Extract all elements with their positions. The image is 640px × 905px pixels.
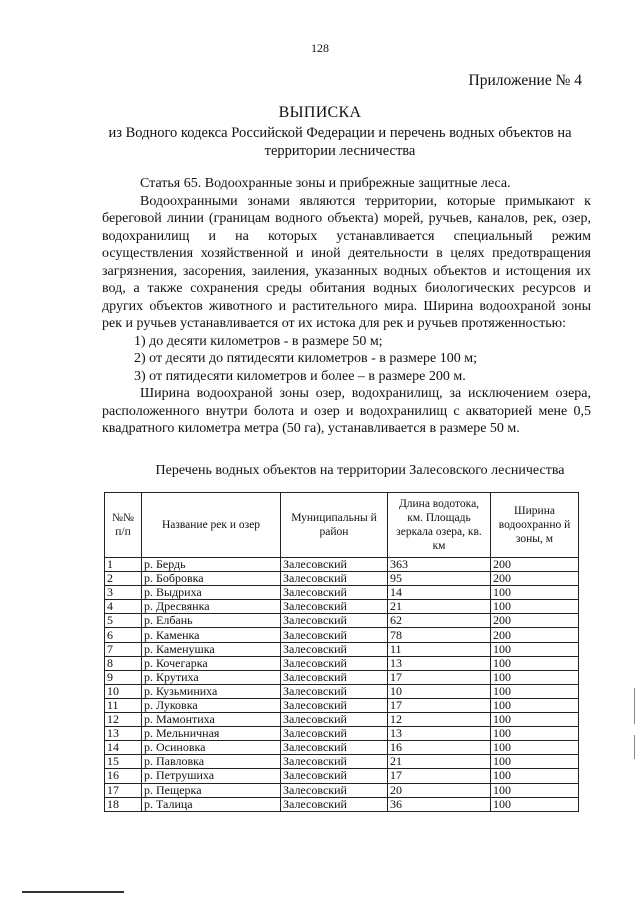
table-body	[105, 558, 579, 812]
header-length: Длина водотока, км. Площадь зеркала озера, кв. км	[388, 493, 491, 558]
cell-number: 10	[105, 684, 142, 698]
cell-length: 20	[388, 783, 491, 797]
cell-name: р. Бобровка	[142, 572, 281, 586]
cell-district: Залесовский	[281, 797, 388, 811]
table-header-row	[105, 493, 579, 558]
cell-width: 100	[491, 755, 579, 769]
cell-number: 9	[105, 670, 142, 684]
cell-width: 100	[491, 727, 579, 741]
cell-length: 36	[388, 797, 491, 811]
table-row	[105, 698, 579, 712]
cell-length: 21	[388, 600, 491, 614]
cell-district: Залесовский	[281, 769, 388, 783]
water-objects-table	[104, 492, 579, 812]
table-row	[105, 684, 579, 698]
cell-width: 200	[491, 572, 579, 586]
table-row	[105, 600, 579, 614]
cell-length: 13	[388, 727, 491, 741]
cell-number: 17	[105, 783, 142, 797]
cell-number: 4	[105, 600, 142, 614]
cell-number: 18	[105, 797, 142, 811]
cell-district: Залесовский	[281, 572, 388, 586]
cell-width: 100	[491, 642, 579, 656]
cell-district: Залесовский	[281, 628, 388, 642]
table-row	[105, 769, 579, 783]
cell-length: 62	[388, 614, 491, 628]
table-row	[105, 783, 579, 797]
cell-width: 200	[491, 558, 579, 572]
cell-length: 363	[388, 558, 491, 572]
cell-name: р. Кузьминиха	[142, 684, 281, 698]
list-item: 2) от десяти до пятидесяти километров - в размере 100 м;	[134, 351, 477, 366]
cell-number: 6	[105, 628, 142, 642]
cell-district: Залесовский	[281, 698, 388, 712]
table-row	[105, 727, 579, 741]
cell-width: 100	[491, 684, 579, 698]
cell-length: 78	[388, 628, 491, 642]
cell-length: 17	[388, 769, 491, 783]
cell-name: р. Петрушиха	[142, 769, 281, 783]
cell-number: 7	[105, 642, 142, 656]
cell-width: 200	[491, 628, 579, 642]
header-number: №№ п/п	[105, 493, 142, 558]
cell-length: 11	[388, 642, 491, 656]
list-item: 1) до десяти километров - в размере 50 м;	[134, 333, 383, 349]
cell-district: Залесовский	[281, 656, 388, 670]
cell-number: 13	[105, 727, 142, 741]
cell-name: р. Пещерка	[142, 783, 281, 797]
cell-width: 100	[491, 656, 579, 670]
cell-length: 13	[388, 656, 491, 670]
scan-edge-mark	[634, 735, 635, 759]
cell-width: 100	[491, 586, 579, 600]
cell-length: 14	[388, 586, 491, 600]
cell-name: р. Кочегарка	[142, 656, 281, 670]
cell-name: р. Бердь	[142, 558, 281, 572]
cell-number: 2	[105, 572, 142, 586]
article-text	[102, 175, 591, 438]
cell-name: р. Луковка	[142, 698, 281, 712]
cell-district: Залесовский	[281, 558, 388, 572]
cell-width: 100	[491, 783, 579, 797]
cell-district: Залесовский	[281, 586, 388, 600]
appendix-label: Приложение № 4	[468, 72, 582, 89]
cell-name: р. Елбань	[142, 614, 281, 628]
table-row	[105, 586, 579, 600]
bottom-rule	[22, 891, 124, 893]
cell-district: Залесовский	[281, 727, 388, 741]
cell-length: 16	[388, 741, 491, 755]
cell-name: р. Каменка	[142, 628, 281, 642]
cell-width: 200	[491, 614, 579, 628]
cell-name: р. Осиновка	[142, 741, 281, 755]
cell-width: 100	[491, 698, 579, 712]
cell-width: 100	[491, 769, 579, 783]
scan-edge-mark	[634, 688, 635, 724]
cell-district: Залесовский	[281, 713, 388, 727]
cell-width: 100	[491, 670, 579, 684]
table-row	[105, 713, 579, 727]
cell-number: 11	[105, 698, 142, 712]
cell-width: 100	[491, 600, 579, 614]
article-heading: Статья 65. Водоохранные зоны и прибрежные защитные леса.	[140, 176, 511, 191]
paragraph-lakes: Ширина водоохраной зоны озер, водохранилищ, за исключением озера, расположенного внутри болота и озер и водохранилищ с акваторией мене 0,5 квадратного километра метра (50 га), устанавливается в размере 50 м.	[102, 386, 591, 436]
cell-width: 100	[491, 797, 579, 811]
cell-length: 21	[388, 755, 491, 769]
cell-number: 12	[105, 713, 142, 727]
table-row	[105, 642, 579, 656]
cell-number: 15	[105, 755, 142, 769]
header-width: Ширина водоохранно й зоны, м	[491, 493, 579, 558]
cell-district: Залесовский	[281, 783, 388, 797]
cell-district: Залесовский	[281, 614, 388, 628]
table-row	[105, 558, 579, 572]
cell-width: 100	[491, 713, 579, 727]
cell-name: р. Мельничная	[142, 727, 281, 741]
cell-name: р. Талица	[142, 797, 281, 811]
table-row	[105, 755, 579, 769]
cell-district: Залесовский	[281, 670, 388, 684]
cell-name: р. Крутиха	[142, 670, 281, 684]
header-district: Муниципальны й район	[281, 493, 388, 558]
table-row	[105, 572, 579, 586]
table-title: Перечень водных объектов на территории Залесовского лесничества	[155, 463, 565, 478]
cell-length: 95	[388, 572, 491, 586]
document-title: ВЫПИСКА	[278, 104, 362, 121]
cell-length: 17	[388, 670, 491, 684]
cell-district: Залесовский	[281, 600, 388, 614]
cell-name: р. Каменушка	[142, 642, 281, 656]
table-row	[105, 614, 579, 628]
header-name: Название рек и озер	[142, 493, 281, 558]
cell-number: 1	[105, 558, 142, 572]
cell-name: р. Дресвянка	[142, 600, 281, 614]
cell-name: р. Павловка	[142, 755, 281, 769]
cell-number: 3	[105, 586, 142, 600]
cell-district: Залесовский	[281, 741, 388, 755]
cell-length: 10	[388, 684, 491, 698]
table-row	[105, 797, 579, 811]
list-item: 3) от пятидесяти километров и более – в размере 200 м.	[134, 368, 466, 384]
cell-district: Залесовский	[281, 755, 388, 769]
cell-number: 8	[105, 656, 142, 670]
table-row	[105, 656, 579, 670]
document-subtitle: из Водного кодекса Российской Федерации и перечень водных объектов на территории лесничества	[108, 125, 572, 159]
table-row	[105, 628, 579, 642]
cell-number: 5	[105, 614, 142, 628]
table-row	[105, 741, 579, 755]
cell-length: 17	[388, 698, 491, 712]
table-row	[105, 670, 579, 684]
cell-length: 12	[388, 713, 491, 727]
cell-name: р. Мамонтиха	[142, 713, 281, 727]
cell-name: р. Выдриха	[142, 586, 281, 600]
cell-district: Залесовский	[281, 642, 388, 656]
page-number: 128	[311, 41, 329, 55]
cell-district: Залесовский	[281, 684, 388, 698]
cell-width: 100	[491, 741, 579, 755]
paragraph-definition: Водоохранными зонами являются территории, которые примыкают к береговой линии (границам водного объекта) морей, ручьев, каналов, рек, озер, водохранилищ и на которых устанавливается специальный режим осуществления хозяйственной и иной деятельности в целях предотвращения загрязнения, засорения, заиления, указанных водных объектов и истощения их вод, а также сохранения среды обитания водных биологических ресурсов и других объектов животного и растительного мира. Ширина водоохраной зоны рек и ручьев устанавливается от их истока для рек и ручьев протяженностью:	[102, 193, 591, 331]
cell-number: 14	[105, 741, 142, 755]
cell-number: 16	[105, 769, 142, 783]
